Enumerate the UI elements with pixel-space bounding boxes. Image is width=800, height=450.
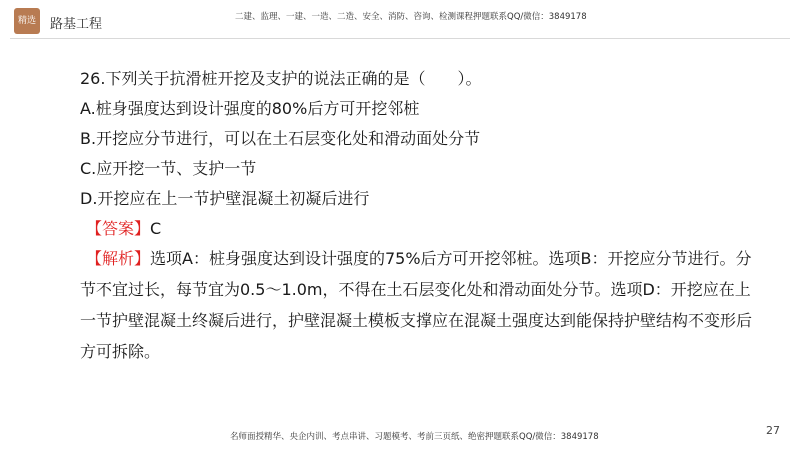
logo-badge <box>14 8 40 34</box>
answer-tag: 【答案】 <box>86 219 151 238</box>
answer-value: C <box>150 219 162 238</box>
header-divider <box>10 38 790 39</box>
analysis-block <box>80 243 760 367</box>
section-title: 路基工程 <box>50 17 103 32</box>
analysis-text: 选项A：桩身强度达到设计强度的75%后方可开挖邻桩。选项B：开挖应分节进行。分节不宜过长，每节宜为0.5～1.0m，不得在土石层变化处和滑动面处分节。选项D：开挖应在上一节护壁混凝土终凝后进行，护壁混凝土模板支撑应在混凝土强度达到能保持护壁结构不变形后方可拆除。 <box>80 249 753 361</box>
option-d: D.开挖应在上一节护壁混凝土初凝后进行 <box>80 189 370 208</box>
question-block <box>80 64 760 244</box>
option-c: C.应开挖一节、支护一节 <box>80 159 257 178</box>
footer-contact-info: 名师面授精华、央企内训、考点串讲、习题模考、考前三页纸、绝密押题联系QQ/微信：3849178 <box>230 432 599 442</box>
option-a: A.桩身强度达到设计强度的80%后方可开挖邻桩 <box>80 99 420 118</box>
option-b: B.开挖应分节进行，可以在土石层变化处和滑动面处分节 <box>80 129 481 148</box>
logo-text: 精选 <box>17 16 36 26</box>
analysis-tag: 【解析】 <box>86 249 151 268</box>
page-number: 27 <box>766 424 780 437</box>
question-stem: 26.下列关于抗滑桩开挖及支护的说法正确的是（ ）。 <box>80 69 482 88</box>
header-contact-info: 二建、监理、一建、一造、二造、安全、消防、咨询、检测课程押题联系QQ/微信：3849178 <box>235 12 587 22</box>
answer-line <box>80 214 760 244</box>
